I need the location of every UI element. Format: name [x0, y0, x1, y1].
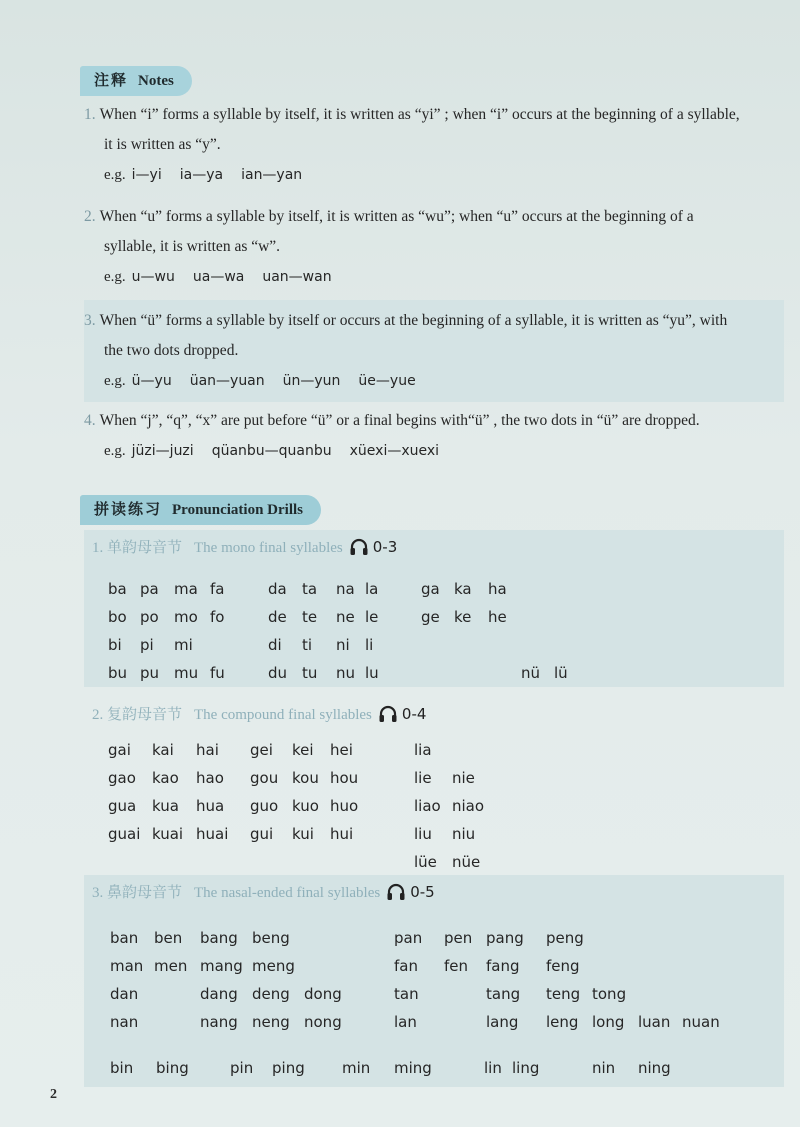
- syllable: ban: [110, 929, 139, 947]
- syllable: pin: [230, 1059, 254, 1077]
- syllable: hui: [330, 825, 354, 843]
- syllable: hei: [330, 741, 353, 759]
- syllable: bin: [110, 1059, 134, 1077]
- syllable: nü: [521, 664, 541, 682]
- syllable: lie: [414, 769, 432, 787]
- syllable: nie: [452, 769, 475, 787]
- syllable: ba: [108, 580, 127, 598]
- syllable: bi: [108, 636, 122, 654]
- note-text: syllable, it is written as “w”.: [104, 238, 281, 255]
- syllable: ben: [154, 929, 183, 947]
- note-example: e.g. ü—yu üan—yuan ün—yun üe—yue: [104, 373, 416, 389]
- syllable: mang: [200, 957, 243, 975]
- drill-compound-finals: [84, 697, 784, 871]
- syllable: pan: [394, 929, 423, 947]
- syllable: niao: [452, 797, 485, 815]
- syllable: mu: [174, 664, 199, 682]
- drill-mono-finals: [84, 530, 784, 687]
- syllable: hua: [196, 797, 225, 815]
- syllable: fu: [210, 664, 225, 682]
- syllable: meng: [252, 957, 295, 975]
- syllable: liao: [414, 797, 441, 815]
- syllable: feng: [546, 957, 580, 975]
- syllable: ping: [272, 1059, 305, 1077]
- syllable: dong: [304, 985, 342, 1003]
- syllable: fo: [210, 608, 225, 626]
- syllable: lan: [394, 1013, 417, 1031]
- syllable: min: [342, 1059, 371, 1077]
- syllable: nuan: [682, 1013, 720, 1031]
- syllable: ne: [336, 608, 355, 626]
- syllable: ling: [512, 1059, 540, 1077]
- note-3: [84, 300, 784, 402]
- syllable: bo: [108, 608, 127, 626]
- page-number: 2: [50, 1087, 57, 1102]
- syllable: tan: [394, 985, 419, 1003]
- syllable: gai: [108, 741, 131, 759]
- syllable: nang: [200, 1013, 238, 1031]
- syllable: beng: [252, 929, 290, 947]
- note-text: the two dots dropped.: [104, 342, 239, 359]
- syllable: du: [268, 664, 288, 682]
- syllable: bu: [108, 664, 128, 682]
- note-2: [84, 202, 784, 292]
- syllable: tong: [592, 985, 627, 1003]
- note-4: [84, 406, 784, 466]
- syllable: le: [365, 608, 379, 626]
- syllable: nu: [336, 664, 356, 682]
- syllable: ni: [336, 636, 350, 654]
- syllable: pang: [486, 929, 524, 947]
- syllable: ming: [394, 1059, 432, 1077]
- syllable: fan: [394, 957, 418, 975]
- note-text: When “u” forms a syllable by itself, it is written as “wu”; when “u” occurs at the beginning of a: [99, 208, 694, 225]
- note-number: 2.: [84, 208, 96, 225]
- drill-heading: 3. 鼻韵母音节 The nasal-ended final syllables 0-5: [92, 881, 435, 906]
- syllable: tu: [302, 664, 318, 682]
- note-number: 3.: [84, 312, 96, 329]
- syllable: mi: [174, 636, 193, 654]
- syllable: kuo: [292, 797, 319, 815]
- syllable: po: [140, 608, 159, 626]
- syllable: men: [154, 957, 188, 975]
- note-text: When “i” forms a syllable by itself, it is written as “yi” ; when “i” occurs at the beginning of a syllable,: [99, 106, 740, 123]
- syllable: hou: [330, 769, 359, 787]
- syllable: na: [336, 580, 355, 598]
- notes-title-en: Notes: [138, 73, 174, 89]
- syllable: dang: [200, 985, 238, 1003]
- note-text: When “j”, “q”, “x” are put before “ü” or a final begins with“ü” , the two dots in “ü” are dropped.: [99, 412, 700, 429]
- syllable: luan: [638, 1013, 671, 1031]
- syllable: ha: [488, 580, 507, 598]
- syllable: tang: [486, 985, 521, 1003]
- syllable: ke: [454, 608, 472, 626]
- syllable: kui: [292, 825, 314, 843]
- syllable: hao: [196, 769, 224, 787]
- syllable: fa: [210, 580, 225, 598]
- syllable: huo: [330, 797, 359, 815]
- syllable: te: [302, 608, 318, 626]
- syllable: he: [488, 608, 507, 626]
- syllable: man: [110, 957, 144, 975]
- syllable: hai: [196, 741, 219, 759]
- syllable: long: [592, 1013, 625, 1031]
- syllable: pi: [140, 636, 154, 654]
- syllable: mo: [174, 608, 198, 626]
- drills-section-tab: [80, 495, 321, 525]
- notes-section-tab: [80, 66, 192, 96]
- syllable: niu: [452, 825, 476, 843]
- syllable: teng: [546, 985, 581, 1003]
- syllable: kai: [152, 741, 174, 759]
- syllable: lang: [486, 1013, 519, 1031]
- syllable: kao: [152, 769, 179, 787]
- syllable: nan: [110, 1013, 139, 1031]
- syllable: ti: [302, 636, 313, 654]
- note-number: 1.: [84, 106, 96, 123]
- syllable: kei: [292, 741, 314, 759]
- syllable: bing: [156, 1059, 189, 1077]
- syllable: pen: [444, 929, 473, 947]
- syllable: deng: [252, 985, 290, 1003]
- syllable: kuai: [152, 825, 184, 843]
- syllable: peng: [546, 929, 584, 947]
- syllable: gua: [108, 797, 137, 815]
- note-number: 4.: [84, 412, 96, 429]
- drills-title-cn: 拼读练习: [94, 502, 163, 518]
- syllable: nong: [304, 1013, 342, 1031]
- drill-nasal-finals: [84, 875, 784, 1087]
- syllable: lü: [554, 664, 568, 682]
- syllable: gao: [108, 769, 136, 787]
- note-text: When “ü” forms a syllable by itself or occurs at the beginning of a syllable, it is written as “yu”, with: [99, 312, 728, 329]
- headphones-icon[interactable]: [378, 705, 398, 728]
- syllable: ge: [421, 608, 440, 626]
- syllable: pu: [140, 664, 160, 682]
- syllable: ga: [421, 580, 440, 598]
- syllable: ning: [638, 1059, 671, 1077]
- syllable: ta: [302, 580, 318, 598]
- syllable: gui: [250, 825, 274, 843]
- syllable: di: [268, 636, 282, 654]
- headphones-icon[interactable]: [349, 538, 369, 561]
- note-1: [84, 100, 784, 190]
- syllable: kou: [292, 769, 319, 787]
- syllable: ma: [174, 580, 198, 598]
- syllable: dan: [110, 985, 139, 1003]
- headphones-icon[interactable]: [386, 883, 406, 906]
- note-example: e.g. i—yi ia—ya ian—yan: [104, 167, 303, 183]
- note-example: e.g. jüzi—juzi qüanbu—quanbu xüexi—xuexi: [104, 443, 440, 459]
- syllable: fen: [444, 957, 469, 975]
- syllable: neng: [252, 1013, 290, 1031]
- syllable: kua: [152, 797, 179, 815]
- syllable: fang: [486, 957, 520, 975]
- syllable: nin: [592, 1059, 616, 1077]
- syllable: gei: [250, 741, 273, 759]
- syllable: pa: [140, 580, 159, 598]
- syllable: lin: [484, 1059, 502, 1077]
- syllable: huai: [196, 825, 229, 843]
- syllable: lüe: [414, 853, 437, 871]
- syllable: lia: [414, 741, 432, 759]
- syllable: de: [268, 608, 287, 626]
- drill-heading: 1. 单韵母音节 The mono final syllables 0-3: [92, 536, 397, 561]
- syllable: lu: [365, 664, 379, 682]
- syllable: guai: [108, 825, 141, 843]
- syllable: leng: [546, 1013, 579, 1031]
- note-example: e.g. u—wu ua—wa uan—wan: [104, 269, 332, 285]
- syllable: gou: [250, 769, 279, 787]
- syllable: liu: [414, 825, 432, 843]
- syllable: da: [268, 580, 287, 598]
- syllable: li: [365, 636, 374, 654]
- drill-heading: 2. 复韵母音节 The compound final syllables 0-4: [92, 703, 426, 728]
- note-text: it is written as “y”.: [104, 136, 221, 153]
- syllable: nüe: [452, 853, 481, 871]
- syllable: la: [365, 580, 379, 598]
- syllable: bang: [200, 929, 238, 947]
- syllable: ka: [454, 580, 472, 598]
- drills-title-en: Pronunciation Drills: [172, 502, 304, 518]
- notes-title-cn: 注释: [94, 73, 129, 89]
- syllable: guo: [250, 797, 279, 815]
